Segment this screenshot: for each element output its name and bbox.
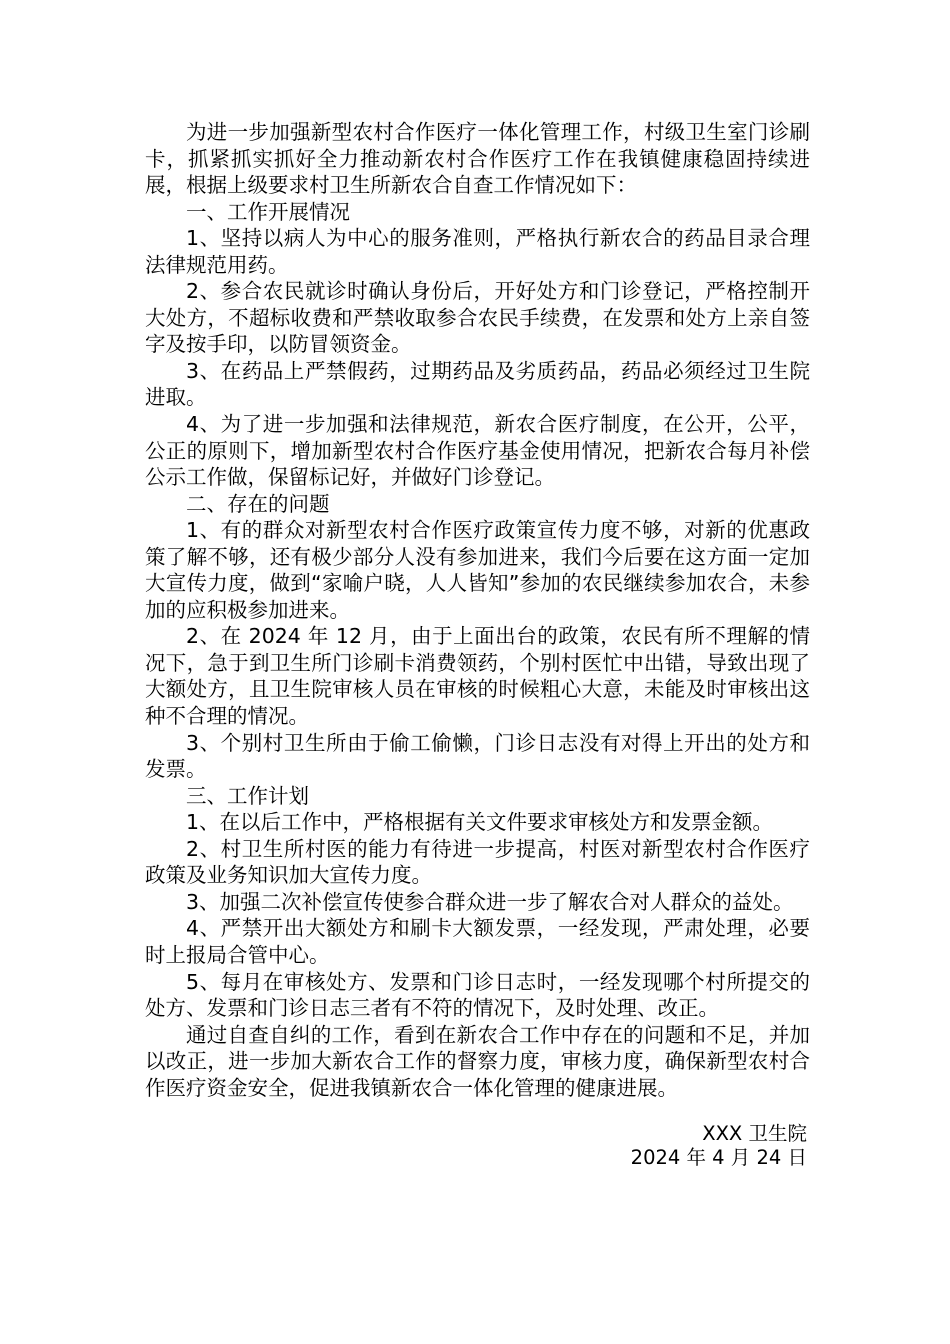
list-item: 1、在以后工作中，严格根据有关文件要求审核处方和发票金额。 bbox=[186, 810, 774, 835]
list-item: 3、在药品上严禁假药，过期药品及劣质药品，药品必须经过卫生院进取。 bbox=[145, 358, 810, 410]
signature-block bbox=[631, 1122, 807, 1170]
intro-paragraph: 为进一步加强新型农村合作医疗一体化管理工作，村级卫生室门诊刷卡，抓紧抓实抓好全力推动新农村合作医疗工作在我镇健康稳固持续进展，根据上级要求村卫生所新农合自查工作情况如下： bbox=[145, 120, 810, 198]
list-item: 4、为了进一步加强和法律规范，新农合医疗制度，在公开，公平，公正的原则下，增加新型农村合作医疗基金使用情况，把新农合每月补偿公示工作做，保留标记好，并做好门诊登记。 bbox=[145, 412, 810, 490]
list-item: 2、村卫生所村医的能力有待进一步提高，村医对新型农村合作医疗政策及业务知识加大宣传力度。 bbox=[145, 836, 810, 888]
signature-date: 2024 年 4 月 24 日 bbox=[630, 1146, 807, 1169]
list-item: 4、严禁开出大额处方和刷卡大额发票，一经发现，严肃处理，必要时上报局合管中心。 bbox=[145, 916, 810, 967]
signature-organization: XXX 卫生院 bbox=[702, 1122, 807, 1145]
list-item: 1、坚持以病人为中心的服务准则，严格执行新农合的药品目录合理法律规范用药。 bbox=[145, 226, 810, 277]
section-heading-work-plan: 三、工作计划 bbox=[186, 783, 309, 808]
document-body bbox=[145, 119, 810, 1101]
list-item: 2、在 2024 年 12 月，由于上面出台的政策，农民有所不理解的情况下，急于到卫生所门诊刷卡消费领药，个别村医忙中出错，导致出现了大额处方，且卫生院审核人员在审核的时候粗心大意，未能及时审核出这种不合理的情况。 bbox=[145, 624, 810, 729]
list-item: 5、每月在审核处方、发票和门诊日志时，一经发现哪个村所提交的处方、发票和门诊日志三者有不符的情况下，及时处理、改正。 bbox=[145, 969, 810, 1021]
list-item: 3、加强二次补偿宣传使参合群众进一步了解农合对人群众的益处。 bbox=[186, 889, 794, 914]
list-item: 3、个别村卫生所由于偷工偷懒，门诊日志没有对得上开出的处方和发票。 bbox=[145, 730, 810, 782]
conclusion-paragraph: 通过自查自纠的工作，看到在新农合工作中存在的问题和不足，并加以改正，进一步加大新农合工作的督察力度，审核力度，确保新型农村合作医疗资金安全，促进我镇新农合一体化管理的健康进展。 bbox=[145, 1022, 810, 1100]
list-item: 2、参合农民就诊时确认身份后，开好处方和门诊登记，严格控制开大处方，不超标收费和严禁收取参合农民手续费，在发票和处方上亲自签字及按手印，以防冒领资金。 bbox=[145, 279, 810, 357]
section-heading-existing-problems: 二、存在的问题 bbox=[186, 491, 330, 516]
section-heading-work-progress: 一、工作开展情况 bbox=[186, 199, 350, 224]
list-item: 1、有的群众对新型农村合作医疗政策宣传力度不够，对新的优惠政策了解不够，还有极少部分人没有参加进来，我们今后要在这方面一定加大宣传力度，做到“家喻户晓，人人皆知”参加的农民继续参加农合，未参加的应积极参加进来。 bbox=[145, 518, 810, 622]
